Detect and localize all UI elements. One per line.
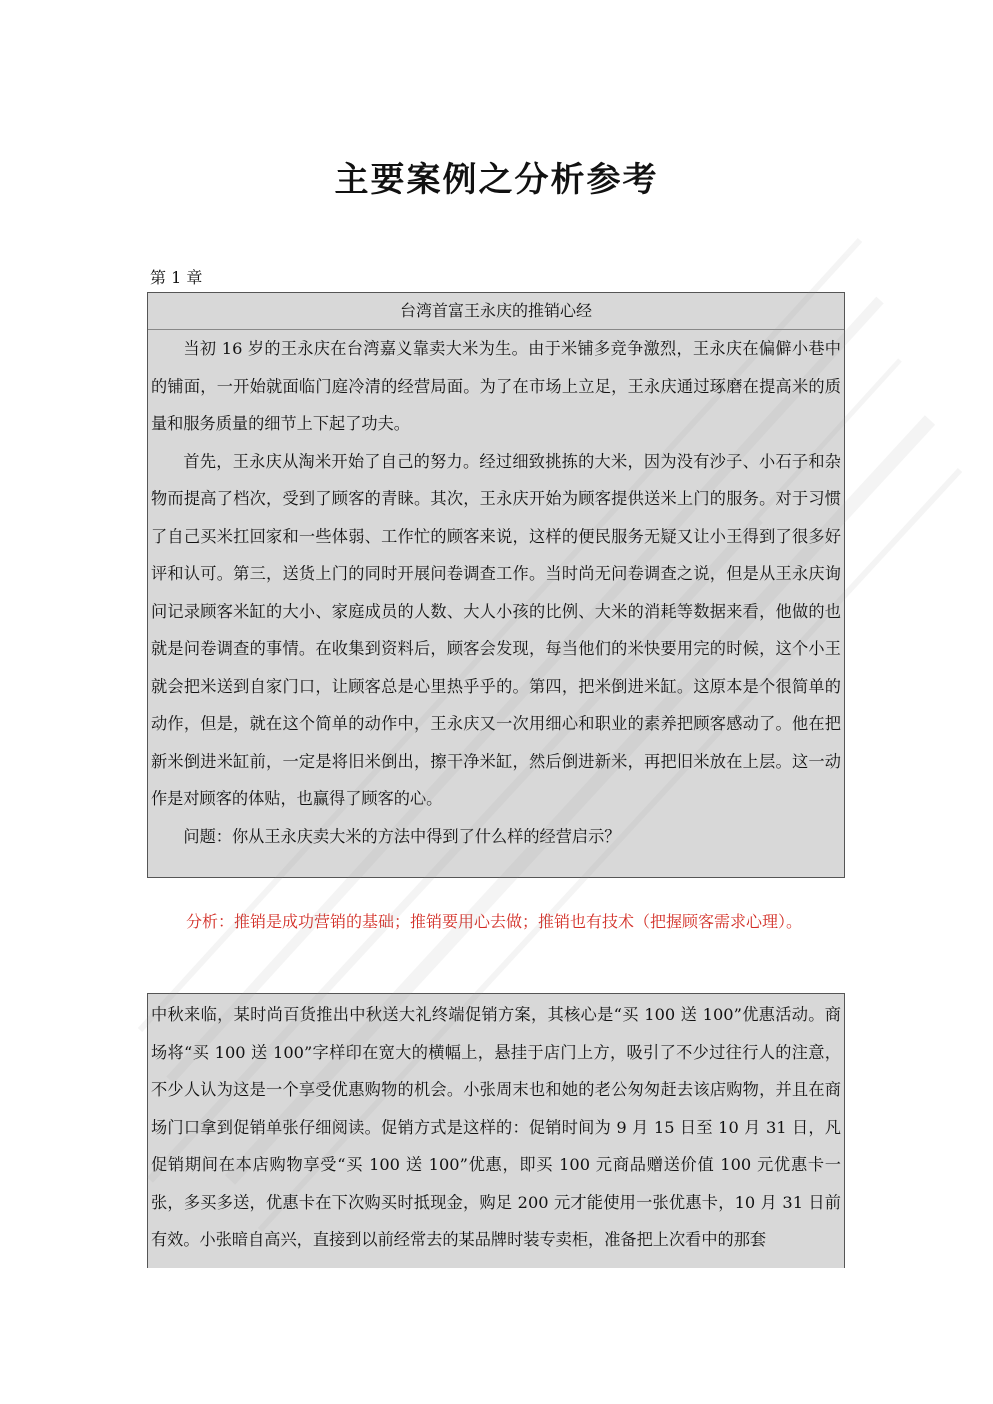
page-title: 主要案例之分析参考	[334, 160, 659, 200]
case-title: 台湾首富王永庆的推销心经	[148, 293, 844, 330]
case-paragraph: 首先，王永庆从淘米开始了自己的努力。经过细致挑拣的大米，因为没有沙子、小石子和杂物而提高了档次，受到了顾客的青睐。其次，王永庆开始为顾客提供送米上门的服务。对于习惯了自己买米扛回家和一些体弱、工作忙的顾客来说，这样的便民服务无疑又让小王得到了很多好评和认可。第三，送货上门的同时开展问卷调查工作。当时尚无问卷调查之说，但是从王永庆询问记录顾客米缸的大小、家庭成员的人数、大人小孩的比例、大米的消耗等数据来看，他做的也就是问卷调查的事情。在收集到资料后，顾客会发现，每当他们的米快要用完的时候，这个小王就会把米送到自家门口，让顾客总是心里热乎乎的。第四，把米倒进米缸。这原本是个很简单的动作，但是，就在这个简单的动作中，王永庆又一次用细心和职业的素养把顾客感动了。他在把新米倒进米缸前，一定是将旧米倒出，擦干净米缸，然后倒进新米，再把旧米放在上层。这一动作是对顾客的体贴，也赢得了顾客的心。	[151, 451, 841, 808]
case-box-wang-yongqing	[147, 292, 845, 878]
analysis-text: 分析：推销是成功营销的基础；推销要用心去做；推销也有技术（把握顾客需求心理）。	[186, 912, 803, 931]
case-paragraph: 当初 16 岁的王永庆在台湾嘉义靠卖大米为生。由于米铺多竞争激烈，王永庆在偏僻小巷中的铺面，一开始就面临门庭冷清的经营局面。为了在市场上立足，王永庆通过琢磨在提高米的质量和服务质量的细节上下起了功夫。	[151, 339, 841, 433]
case-box-mid-autumn-promotion	[147, 993, 845, 1268]
case-paragraph: 中秋来临，某时尚百货推出中秋送大礼终端促销方案，其核心是“买 100 送 100”优惠活动。商场将“买 100 送 100”字样印在宽大的横幅上，悬挂于店门上方，吸引了不少过往行人的注意，不少人认为这是一个享受优惠购物的机会。小张周末也和她的老公匆匆赶去该店购物，并且在商场门口拿到促销单张仔细阅读。促销方式是这样的：促销时间为 9 月 15 日至 10 月 31 日，凡促销期间在本店购物享受“买 100 送 100”优惠，即买 100 元商品赠送价值 100 元优惠卡一张，多买多送，优惠卡在下次购买时抵现金，购足 200 元才能使用一张优惠卡，10 月 31 日前有效。小张暗自高兴，直接到以前经常去的某品牌时装专卖柜，准备把上次看中的那套	[151, 1005, 841, 1249]
chapter-label: 第 1 章	[150, 268, 203, 287]
case-question: 问题：你从王永庆卖大米的方法中得到了什么样的经营启示？	[183, 826, 621, 846]
